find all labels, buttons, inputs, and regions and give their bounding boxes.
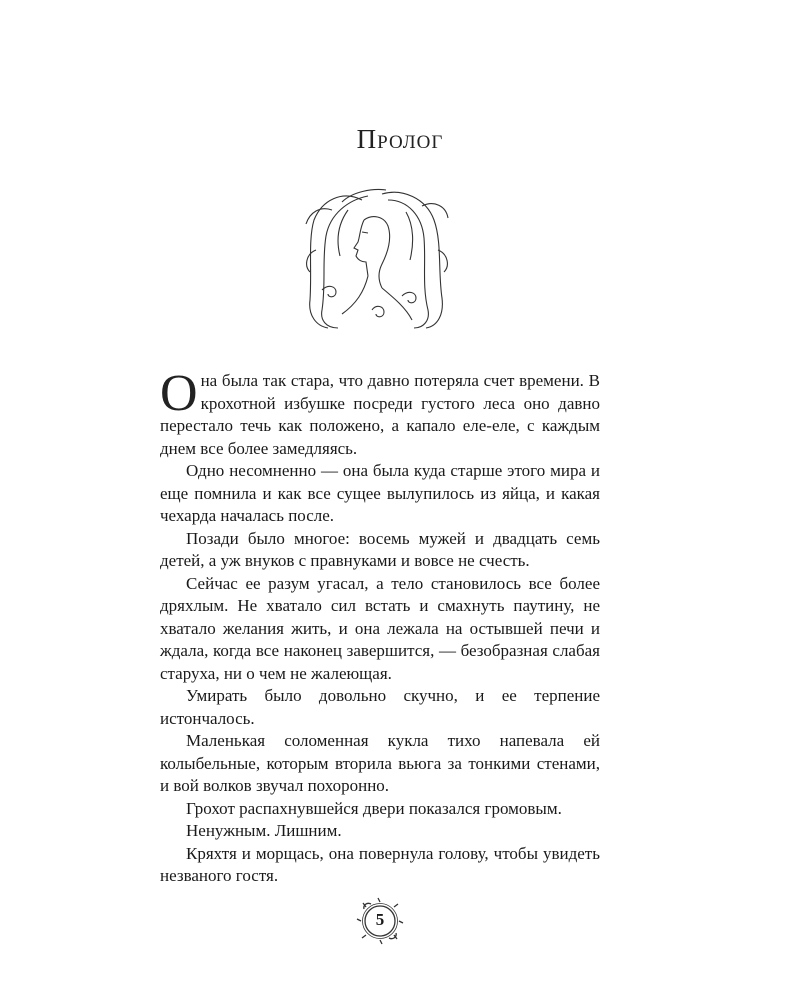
- paragraph: Грохот распахнувшейся двери показался громовым.: [186, 798, 562, 818]
- paragraph: Сейчас ее разум угасал, а тело становилось все более дряхлым. Не хватало сил встать и смахнуть паутину, не хватало желания жить, и она лежала на остывшей печи и ждала, когда все наконец завершится, — безобразная слабая старуха, ни о чем не жалеющая.: [160, 573, 600, 683]
- chapter-title: Пролог: [356, 124, 444, 154]
- paragraph: Позади было многое: восемь мужей и двадцать семь детей, а уж внуков с правнуками и вовсе не счесть.: [160, 528, 600, 570]
- paragraph: Маленькая соломенная кукла тихо напевала ей колыбельные, которым вторила вьюга за тонкими стенами, и вой волков звучал похоронно.: [160, 731, 600, 795]
- page-number: 5: [375, 910, 385, 929]
- drop-cap: О: [160, 365, 198, 422]
- paragraph: Одно несомненно — она была куда старше этого мира и еще помнила и как все сущее вылупилось из яйца, и какая чехарда началась после.: [160, 461, 600, 525]
- paragraph: Ненужным. Лишним.: [186, 821, 342, 840]
- paragraph: Умирать было довольно скучно, и ее терпение истончалось.: [160, 686, 600, 728]
- paragraph: Кряхтя и морщась, она повернула голову, чтобы увидеть незваного гостя.: [160, 843, 600, 885]
- paragraph: Она была так стара, что давно потеряла счет времени. В крохотной избушке посреди густого леса оно давно перестало течь как положено, а капало еле-еле, с каждым днем все более замедляясь.: [160, 365, 600, 458]
- woman-portrait-vignette-icon: [302, 180, 452, 330]
- prologue-text: [160, 365, 600, 888]
